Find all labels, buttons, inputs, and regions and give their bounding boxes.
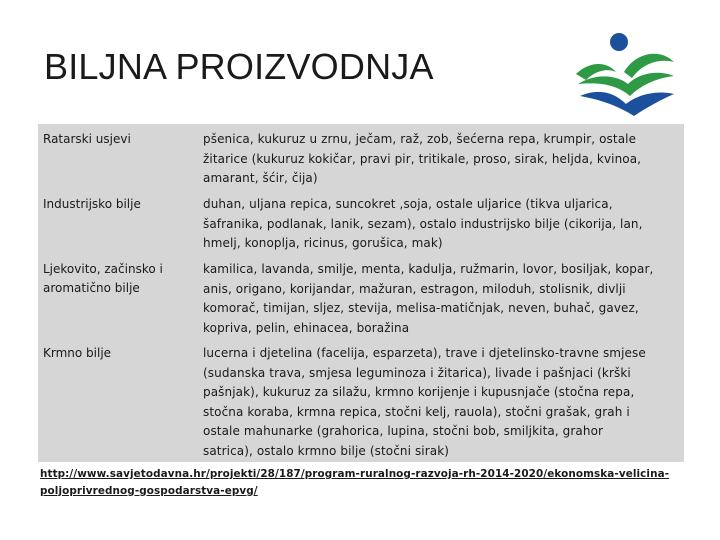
items-cell	[203, 195, 681, 254]
source-link[interactable]	[40, 466, 680, 499]
items-line: pšenica, kukuruz u zrnu, ječam, raž, zob, šećerna repa, krumpir, ostale	[203, 132, 637, 146]
items-line: kamilica, lavanda, smilje, menta, kadulja, ružmarin, lovor, bosiljak, kopar,	[203, 262, 654, 276]
category-line: Krmno bilje	[43, 346, 112, 360]
items-line: kopriva, pelin, ehinacea, boražina	[203, 320, 410, 335]
category-line: aromatično bilje	[43, 281, 140, 295]
category-cell	[43, 195, 193, 214]
category-line: Ratarski usjevi	[43, 132, 131, 146]
items-line: amarant, šćir, čija)	[203, 171, 318, 186]
source-link-line[interactable]: poljoprivrednog-gospodarstva-epvg/	[40, 484, 258, 497]
green-blue-wave-logo-icon	[568, 22, 680, 120]
category-cell	[43, 260, 193, 298]
source-link-line[interactable]: http://www.savjetodavna.hr/projekti/28/187/program-ruralnog-razvoja-rh-2014-2020/ekonomska-velicina-	[40, 468, 670, 480]
items-line: pašnjak), kukuruz za silažu, krmno korijenje i kupusnjače (stočna repa,	[203, 385, 635, 400]
items-line: anis, origano, korijandar, mažuran, estragon, miloduh, stolisnik, divlji	[203, 281, 626, 296]
items-line: žitarice (kukuruz kokičar, pravi pir, tritikale, proso, sirak, heljda, kvinoa,	[203, 151, 642, 166]
items-line: duhan, uljana repica, suncokret ,soja, ostale uljarice (tikva uljarica,	[203, 197, 613, 211]
items-cell	[203, 130, 681, 189]
category-cell	[43, 344, 193, 363]
items-line: satrica), ostalo krmno bilje (stočni sirak)	[203, 443, 450, 458]
category-line: Ljekovito, začinsko i	[43, 262, 163, 276]
items-line: ostale mahunarke (grahorica, lupina, stočni bob, smiljkita, grahor	[203, 424, 604, 439]
items-line: stočna koraba, krmna repica, stočni kelj, rauola), stočni grašak, grah i	[203, 404, 630, 419]
items-line: (sudanska trava, smjesa leguminoza i žitarica), livade i pašnjaci (krški	[203, 365, 631, 380]
items-line: lucerna i djetelina (facelija, esparzeta), trave i djetelinsko-travne smjese	[203, 346, 646, 360]
items-line: hmelj, konoplja, ricinus, gorušica, mak)	[203, 236, 443, 251]
items-cell	[203, 344, 681, 462]
items-cell	[203, 260, 681, 338]
category-line: Industrijsko bilje	[43, 197, 141, 211]
crop-table	[38, 124, 684, 462]
items-line: komorač, timijan, sljez, stevija, melisa-matičnjak, neven, buhač, gavez,	[203, 301, 639, 316]
items-line: šafranika, podlanak, lanik, sezam), ostalo industrijsko bilje (cikorija, lan,	[203, 216, 643, 231]
category-cell	[43, 130, 193, 149]
page-title: BILJNA PROIZVODNJA	[44, 46, 434, 87]
